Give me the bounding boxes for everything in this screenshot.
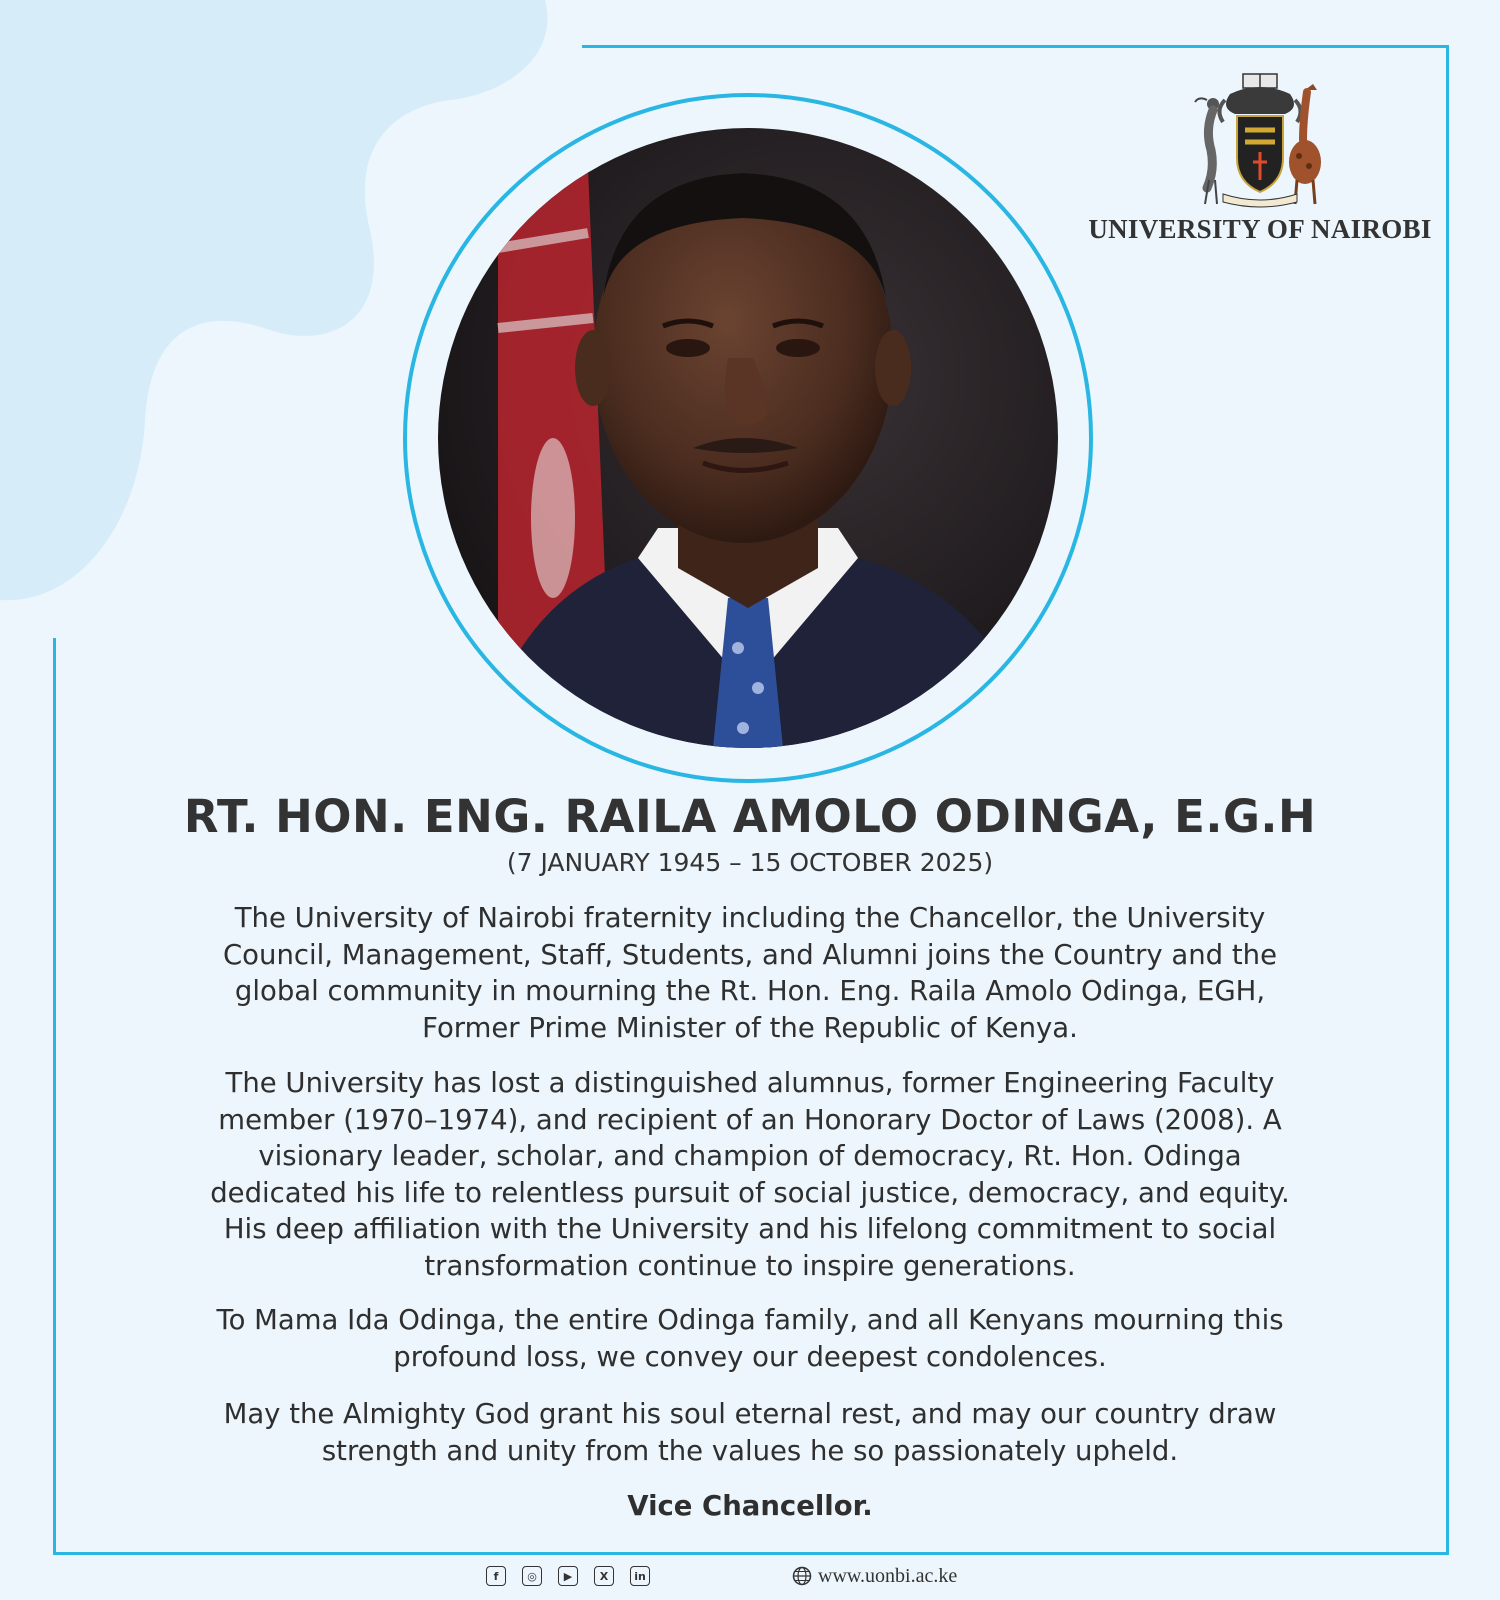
linkedin-icon[interactable]: in [630, 1566, 650, 1586]
university-name: UNIVERSITY OF NAIROBI [1088, 214, 1432, 244]
social-media-links [486, 1562, 650, 1590]
signature: Vice Chancellor. [627, 1490, 873, 1522]
life-dates: (7 JANUARY 1945 – 15 OCTOBER 2025) [506, 848, 994, 877]
facebook-icon[interactable]: f [486, 1566, 506, 1586]
website-url[interactable]: www.uonbi.ac.ke [818, 1564, 958, 1587]
condolence-paragraph-1: The University of Nairobi fraternity including the Chancellor, the University Council, Management, Staff, Students, and Alumni joins the Country and the global community in mourning the Rt. Hon. Eng. Raila Amolo Odinga, EGH, Former Prime Minister of the Republic of Kenya. [222, 902, 1278, 1044]
deceased-name-heading: RT. HON. ENG. RAILA AMOLO ODINGA, E.G.H [183, 790, 1317, 843]
coat-of-arms-icon [1185, 70, 1335, 210]
frame-left-line [53, 638, 56, 1555]
x-icon[interactable]: X [594, 1566, 614, 1586]
youtube-icon[interactable]: ▶ [558, 1566, 578, 1586]
portrait-photo [438, 128, 1058, 748]
university-logo [1080, 70, 1440, 245]
globe-icon [792, 1566, 812, 1586]
frame-bottom-line [53, 1552, 1449, 1555]
instagram-icon[interactable]: ◎ [522, 1566, 542, 1586]
condolence-paragraph-3: To Mama Ida Odinga, the entire Odinga family, and all Kenyans mourning this profound loss, we convey our deepest condolences. [216, 1304, 1284, 1373]
frame-top-line [582, 45, 1448, 48]
website-link[interactable] [792, 1562, 957, 1590]
condolence-paragraph-2: The University has lost a distinguished alumnus, former Engineering Faculty member (1970–1974), and recipient of an Honorary Doctor of Laws (2008). A visionary leader, scholar, and champion of democracy, Rt. Hon. Odinga dedicated his life to relentless pursuit of social justice, democracy, and equity. His deep affiliation with the University and his lifelong commitment to social transformation continue to inspire generations. [210, 1067, 1290, 1282]
condolence-paragraph-4: May the Almighty God grant his soul eternal rest, and may our country draw strength and unity from the values he so passionately upheld. [223, 1398, 1277, 1467]
